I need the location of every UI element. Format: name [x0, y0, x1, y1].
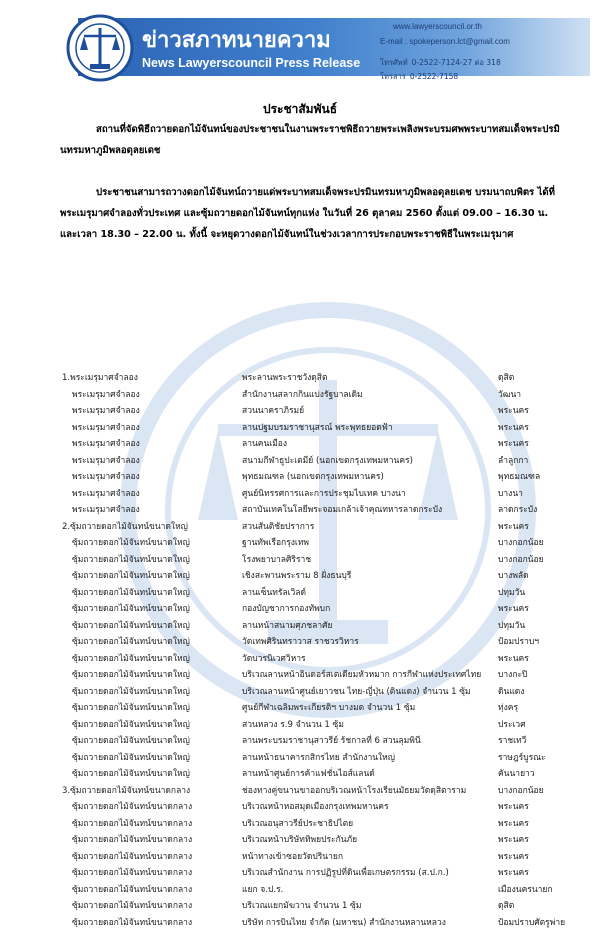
list-item	[62, 915, 582, 931]
header-title-thai: ข่าวสภาทนายความ	[142, 22, 331, 57]
row-place: ลานหน้าธนาคารกสิกรไทย สำนักงานใหญ่	[242, 750, 395, 764]
list-item	[62, 898, 582, 915]
row-district: บางกอกน้อย	[498, 552, 544, 566]
list-item	[62, 816, 582, 833]
row-place: บริเวณหน้าบริษัททิพยประกันภัย	[242, 832, 357, 846]
document-title: ประชาสัมพันธ์	[0, 100, 600, 119]
row-place: สนามกีฬาธูปะเตมีย์ (นอกเขตกรุงเทพมหานคร)	[242, 453, 413, 467]
row-type-label: ซุ้มถวายดอกไม้จันทน์ขนาดใหญ่	[72, 535, 190, 549]
row-place: บริเวณอนุสาวรีย์ประชาธิปไตย	[242, 816, 353, 830]
row-district: ดุสิต	[498, 370, 514, 384]
row-type-label: ซุ้มถวายดอกไม้จันทน์ขนาดกลาง	[72, 832, 192, 846]
fax-number: 0-2522-7158	[410, 72, 458, 81]
row-type-label: ซุ้มถวายดอกไม้จันทน์ขนาดใหญ่	[72, 568, 190, 582]
row-place: ช่องทางคู่ขนานขาออกบริเวณหน้าโรงเรียนมัธยมวัดดุสิตาราม	[242, 783, 466, 797]
row-place: เชิงสะพานพระราม 8 ฝั่งธนบุรี	[242, 568, 351, 582]
row-district: ลาดกระบัง	[498, 502, 537, 516]
row-district: พระนคร	[498, 865, 529, 879]
list-item	[62, 799, 582, 816]
row-place: บริเวณลานหน้าศูนย์เยาวชน ไทย-ญี่ปุ่น (ดินแดง) จำนวน 1 ซุ้ม	[242, 684, 471, 698]
list-item	[62, 849, 582, 866]
row-type-label: ซุ้มถวายดอกไม้จันทน์ขนาดใหญ่	[72, 750, 190, 764]
row-place: บริเวณหน้าหอสมุดเมืองกรุงเทพมหานคร	[242, 799, 389, 813]
row-place: บริเวณลานหน้าอินดอร์สเตเดียมหัวหมาก การกีฬาแห่งประเทศไทย	[242, 667, 481, 681]
row-type-label: ซุ้มถวายดอกไม้จันทน์ขนาดกลาง	[72, 882, 192, 896]
row-type-label: ซุ้มถวายดอกไม้จันทน์ขนาดกลาง	[72, 865, 192, 879]
row-place: ลานปฐมบรมราชานุสรณ์ พระพุทธยอดฟ้า	[242, 420, 393, 434]
row-type-label: ซุ้มถวายดอกไม้จันทน์ขนาดใหญ่	[72, 651, 190, 665]
row-type-label: 3.ซุ้มถวายดอกไม้จันทน์ขนาดกลาง	[62, 783, 190, 797]
row-district: พระนคร	[498, 832, 529, 846]
list-item	[62, 469, 582, 486]
row-place: สวนนาคราภิรมย์	[242, 403, 304, 417]
list-item	[62, 568, 582, 585]
row-district: ราชเทวี	[498, 733, 526, 747]
row-district: บางกอกน้อย	[498, 535, 544, 549]
list-item	[62, 684, 582, 701]
row-place: ลานหน้าสนามศุภชลาศัย	[242, 618, 332, 632]
row-place: ฐานทัพเรือกรุงเทพ	[242, 535, 309, 549]
row-type-label: 1.พระเมรุมาศจำลอง	[62, 370, 138, 384]
list-item	[62, 486, 582, 503]
row-district: เมืองนครนายก	[498, 882, 553, 896]
row-type-label: ซุ้มถวายดอกไม้จันทน์ขนาดใหญ่	[72, 634, 190, 648]
list-item	[62, 651, 582, 668]
row-type-label: พระเมรุมาศจำลอง	[72, 403, 140, 417]
row-district: พระนคร	[498, 816, 529, 830]
press-release-header	[0, 0, 600, 96]
row-district: บางกะปิ	[498, 667, 527, 681]
list-item	[62, 502, 582, 519]
row-type-label: ซุ้มถวายดอกไม้จันทน์ขนาดใหญ่	[72, 717, 190, 731]
list-item	[62, 535, 582, 552]
list-item	[62, 519, 582, 536]
row-district: บางนา	[498, 486, 523, 500]
row-place: แยก จ.ป.ร.	[242, 882, 283, 896]
list-item	[62, 403, 582, 420]
location-list	[62, 370, 582, 931]
phone-label: โทรศัพท์	[380, 58, 408, 67]
list-item	[62, 387, 582, 404]
list-item	[62, 783, 582, 800]
list-item	[62, 865, 582, 882]
row-district: พระนคร	[498, 799, 529, 813]
list-item	[62, 601, 582, 618]
row-district: บางพลัด	[498, 568, 529, 582]
row-place: บริเวณแยกมัฆวาน จำนวน 1 ซุ้ม	[242, 898, 361, 912]
header-title-english: News Lawyerscouncil Press Release	[142, 56, 360, 70]
row-place: กองบัญชาการกองทัพบก	[242, 601, 330, 615]
row-district: ทุ่งครุ	[498, 700, 518, 714]
row-district: พระนคร	[498, 403, 529, 417]
row-type-label: ซุ้มถวายดอกไม้จันทน์ขนาดใหญ่	[72, 667, 190, 681]
row-type-label: พระเมรุมาศจำลอง	[72, 486, 140, 500]
list-item	[62, 453, 582, 470]
row-type-label: ซุ้มถวายดอกไม้จันทน์ขนาดใหญ่	[72, 700, 190, 714]
paragraph-subject: สถานที่จัดพิธีถวายดอกไม้จันทน์ของประชาชนในงานพระราชพิธีถวายพระเพลิงพระบรมศพพระบาทสมเด็จพระปรมินทรมหาภูมิพลอดุลยเดช	[60, 119, 560, 161]
row-district: พุทธมณฑล	[498, 469, 540, 483]
row-place: พระลานพระราชวังดุสิต	[242, 370, 328, 384]
row-district: ปทุมวัน	[498, 618, 525, 632]
row-place: ลานพระบรมราชานุสาวรีย์ ร้ชกาลที่ 6 สวนลุมพินี	[242, 733, 421, 747]
row-place: วัดเทพศิรินทราวาส ราชวรวิหาร	[242, 634, 359, 648]
row-type-label: ซุ้มถวายดอกไม้จันทน์ขนาดใหญ่	[72, 766, 190, 780]
row-place: สถาบันเทคโนโลยีพระจอมเกล้าเจ้าคุณทหารลาดกระบัง	[242, 502, 442, 516]
row-place: โรงพยาบาลศิริราช	[242, 552, 311, 566]
row-type-label: พระเมรุมาศจำลอง	[72, 436, 140, 450]
list-item	[62, 832, 582, 849]
row-district: พระนคร	[498, 651, 529, 665]
list-item	[62, 585, 582, 602]
row-place: บริเวณสำนักงาน การปฏิรูปที่ดินเพื่อเกษตรกรรม (ส.ป.ก.)	[242, 865, 449, 879]
list-item	[62, 882, 582, 899]
row-place: ลานเซ็นทรัลเวิลด์	[242, 585, 306, 599]
row-place: สวนสันติชัยปราการ	[242, 519, 314, 533]
row-district: ป้อมปราบศัตรูพ่าย	[498, 915, 565, 929]
row-place: ลานหน้าศูนย์การค้าแฟชั่นไอส์แลนด์	[242, 766, 375, 780]
row-type-label: ซุ้มถวายดอกไม้จันทน์ขนาดกลาง	[72, 799, 192, 813]
list-item	[62, 436, 582, 453]
header-phone	[380, 57, 501, 69]
header-fax	[380, 71, 458, 83]
row-district: ประเวศ	[498, 717, 526, 731]
row-type-label: ซุ้มถวายดอกไม้จันทน์ขนาดใหญ่	[72, 684, 190, 698]
row-type-label: ซุ้มถวายดอกไม้จันทน์ขนาดใหญ่	[72, 585, 190, 599]
row-type-label: พระเมรุมาศจำลอง	[72, 469, 140, 483]
header-email: E-mail : spokeperson.lct@gmail.com	[380, 37, 510, 46]
row-district: บางกอกน้อย	[498, 783, 544, 797]
row-type-label: ซุ้มถวายดอกไม้จันทน์ขนาดกลาง	[72, 816, 192, 830]
list-item	[62, 420, 582, 437]
lawyers-council-logo-icon	[66, 14, 134, 82]
row-place: สวนหลวง ร.9 จำนวน 1 ซุ้ม	[242, 717, 344, 731]
row-type-label: ซุ้มถวายดอกไม้จันทน์ขนาดใหญ่	[72, 552, 190, 566]
row-type-label: พระเมรุมาศจำลอง	[72, 502, 140, 516]
list-item	[62, 634, 582, 651]
list-item	[62, 717, 582, 734]
row-district: พระนคร	[498, 849, 529, 863]
paragraph-announcement: ประชาชนสามารถวางดอกไม้จันทน์ถวายแด่พระบาทสมเด็จพระปรมินทรมหาภูมิพลอดุลยเดช บรมนาถบพิตร ได้ที่พระเมรุมาศจำลองทั่วประเทศ และซุ้มถวายดอกไม้จันทน์ทุกแห่ง ในวันที่ 26 ตุลาคม 2560 ตั้งแต่ 09.00 – 16.30 น. และเวลา 18.30 – 22.00 น. ทั้งนี้ จะหยุดวางดอกไม้จันทน์ในช่วงเวลาการประกอบพระราชพิธีในพระเมรุมาศ	[60, 182, 560, 245]
row-type-label: ซุ้มถวายดอกไม้จันทน์ขนาดกลาง	[72, 915, 192, 929]
row-type-label: ซุ้มถวายดอกไม้จันทน์ขนาดใหญ่	[72, 733, 190, 747]
list-item	[62, 618, 582, 635]
row-district: ดุสิต	[498, 898, 514, 912]
row-place: วัดบวรนิเวศวิหาร	[242, 651, 306, 665]
list-item	[62, 750, 582, 767]
row-district: พระนคร	[498, 436, 529, 450]
row-district: ลำลูกกา	[498, 453, 528, 467]
row-district: คันนายาว	[498, 766, 535, 780]
row-type-label: พระเมรุมาศจำลอง	[72, 453, 140, 467]
row-place: สำนักงานสลากกินแบ่งรัฐบาลเดิม	[242, 387, 363, 401]
list-item	[62, 667, 582, 684]
row-type-label: พระเมรุมาศจำลอง	[72, 420, 140, 434]
row-district: วัฒนา	[498, 387, 521, 401]
row-place: ลานคนเมือง	[242, 436, 287, 450]
row-type-label: ซุ้มถวายดอกไม้จันทน์ขนาดใหญ่	[72, 618, 190, 632]
row-place: ศูนย์นิทรรศการและการประชุมไบเทค บางนา	[242, 486, 406, 500]
header-website: www.lawyerscouncil.or.th	[393, 22, 482, 31]
row-district: ราษฎร์บูรณะ	[498, 750, 546, 764]
row-place: บริษัท การบินไทย จำกัด (มหาชน) สำนักงานหลานหลวง	[242, 915, 446, 929]
row-type-label: ซุ้มถวายดอกไม้จันทน์ขนาดใหญ่	[72, 601, 190, 615]
list-item	[62, 766, 582, 783]
list-item	[62, 700, 582, 717]
row-district: ดินแดง	[498, 684, 524, 698]
row-type-label: พระเมรุมาศจำลอง	[72, 387, 140, 401]
row-district: ปทุมวัน	[498, 585, 525, 599]
fax-label: โทรสาร	[380, 72, 406, 81]
row-district: พระนคร	[498, 601, 529, 615]
list-item	[62, 552, 582, 569]
row-type-label: ซุ้มถวายดอกไม้จันทน์ขนาดกลาง	[72, 898, 192, 912]
row-place: พุทธมณฑล (นอกเขตกรุงเทพมหานคร)	[242, 469, 384, 483]
row-district: ป้อมปราบฯ	[498, 634, 539, 648]
row-district: พระนคร	[498, 519, 529, 533]
row-place: หน้าทางเข้าซอยวัดปรินายก	[242, 849, 343, 863]
list-item	[62, 370, 582, 387]
row-district: พระนคร	[498, 420, 529, 434]
list-item	[62, 733, 582, 750]
row-type-label: 2.ซุ้มถวายดอกไม้จันทน์ขนาดใหญ่	[62, 519, 188, 533]
row-type-label: ซุ้มถวายดอกไม้จันทน์ขนาดกลาง	[72, 849, 192, 863]
row-place: ศูนย์กีฬาเฉลิมพระเกียรติฯ บางมด จำนวน 1 ซุ้ม	[242, 700, 415, 714]
phone-number: 0-2522-7124-27 ต่อ 318	[412, 58, 501, 67]
